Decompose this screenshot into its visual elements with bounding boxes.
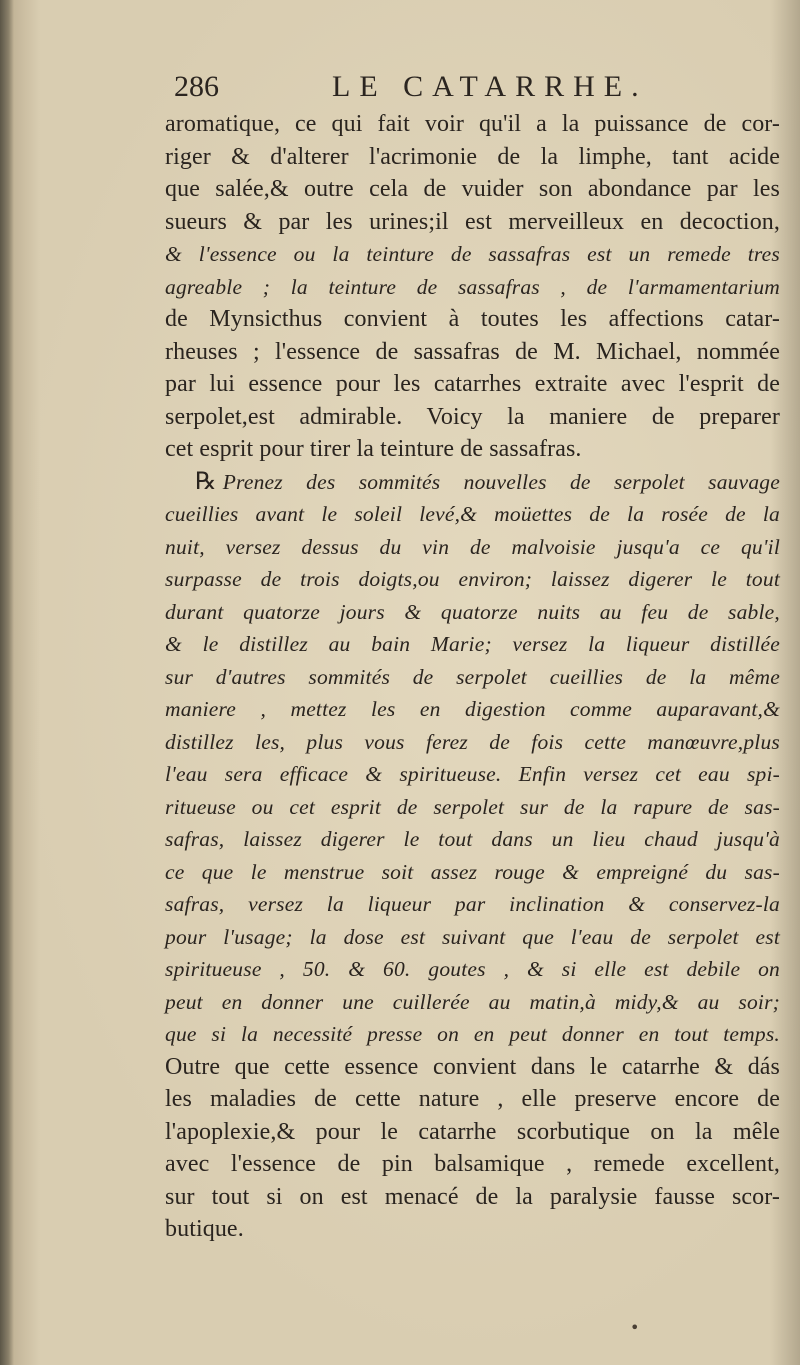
text-line: Outre que cette essence convient dans le catarrhe & dás <box>165 1053 780 1080</box>
text-line: l'apoplexie,& pour le catarrhe scorbutique on la mêle <box>165 1118 780 1145</box>
text-line: safras, laissez digerer le tout dans un lieu chaud jusqu'à <box>165 827 780 851</box>
text-line: ce que le menstrue soit assez rouge & empreigné du sas- <box>165 859 780 884</box>
recipe-symbol-icon: ℞ <box>195 468 217 495</box>
text-line: maniere , mettez les en digestion comme auparavant,& <box>165 697 780 721</box>
page-number: 286 <box>174 70 219 103</box>
text-line: safras, versez la liqueur par inclination & conservez-la <box>165 892 780 916</box>
text-line: riger & d'alterer l'acrimonie de la limphe, tant acide <box>165 143 780 170</box>
text-line: surpasse de trois doigts,ou environ; laissez digerer le tout <box>165 567 780 591</box>
text-line: spiritueuse , 50. & 60. goutes , & si elle est debile on <box>165 957 780 981</box>
text-line: distillez les, plus vous ferez de fois cette manœuvre,plus <box>165 729 780 754</box>
text-line: l'eau sera efficace & spiritueuse. Enfin versez cet eau spi- <box>165 762 780 786</box>
text-line: par lui essence pour les catarrhes extraite avec l'esprit de <box>165 371 780 397</box>
text-line: sueurs & par les urines;il est merveilleux en decoction, <box>165 208 780 235</box>
text-line: que si la necessité presse on en peut donner en tout temps. <box>165 1022 780 1046</box>
text-line: cet esprit pour tirer la teinture de sassafras. <box>165 436 582 462</box>
text-line: avec l'essence de pin balsamique , remede excellent, <box>165 1151 780 1177</box>
text-line: pour l'usage; la dose est suivant que l'eau de serpolet est <box>165 924 780 949</box>
text-line: ritueuse ou cet esprit de serpolet sur de la rapure de sas- <box>165 794 780 819</box>
text-line: & l'essence ou la teinture de sassafras est un remede tres <box>165 242 780 266</box>
page-header <box>174 70 774 110</box>
text-line: durant quatorze jours & quatorze nuits au feu de sable, <box>165 599 780 624</box>
text-line: cueillies avant le soleil levé,& moüettes de la rosée de la <box>165 502 780 526</box>
text-line: aromatique, ce qui fait voir qu'il a la puissance de cor- <box>165 111 780 137</box>
text-line: rheuses ; l'essence de sassafras de M. Michael, nommée <box>165 338 780 365</box>
text-line: agreable ; la teinture de sassafras , de l'armamentarium <box>165 274 780 299</box>
text-line: nuit, versez dessus du vin de malvoisie jusqu'a ce qu'il <box>165 534 780 559</box>
text-line: & le distillez au bain Marie; versez la liqueur distillée <box>165 632 780 656</box>
text-line: sur d'autres sommités de serpolet cueillies de la même <box>165 664 780 689</box>
folio-mark: • <box>630 1318 640 1337</box>
body-text <box>165 108 780 1246</box>
running-title: LE CATARRHE. <box>332 70 648 103</box>
text-line: que salée,& outre cela de vuider son abondance par les <box>165 176 780 202</box>
text-line: sur tout si on est menacé de la paralysie fausse scor- <box>165 1183 780 1210</box>
text-line: Prenez des sommités nouvelles de serpolet sauvage <box>222 469 780 494</box>
text-line: les maladies de cette nature , elle preserve encore de <box>165 1086 780 1112</box>
text-line: peut en donner une cuillerée au matin,à midy,& au soir; <box>165 989 780 1014</box>
text-line: serpolet,est admirable. Voicy la maniere de preparer <box>165 403 780 430</box>
text-line: de Mynsicthus convient à toutes les affections catar- <box>165 306 780 332</box>
book-spine-shadow <box>0 0 14 1365</box>
recipe-first-line <box>165 466 780 499</box>
text-line: butique. <box>165 1216 244 1242</box>
